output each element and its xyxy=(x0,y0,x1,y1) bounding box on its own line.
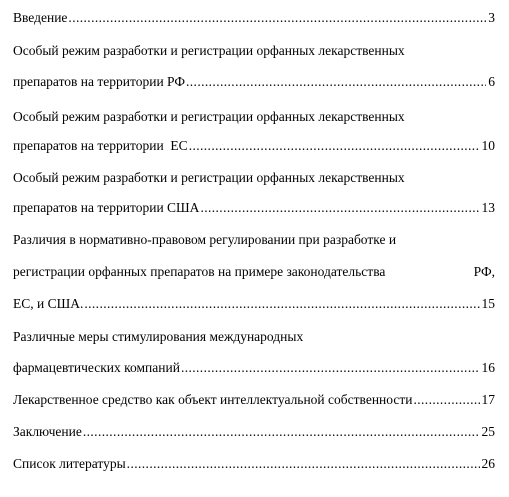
toc-entry-title: Заключение xyxy=(13,424,82,439)
dot-leader xyxy=(84,294,479,314)
dot-leader xyxy=(127,454,480,474)
toc-entry-title: Введение xyxy=(13,10,68,25)
toc-entry-stim[interactable] xyxy=(13,358,495,378)
toc-page-number: 13 xyxy=(481,200,495,215)
toc-page-number: 25 xyxy=(481,424,495,439)
dot-leader xyxy=(189,136,480,156)
toc-entry-introduction[interactable] xyxy=(13,8,495,28)
toc-page-number: 16 xyxy=(481,360,495,375)
toc-entry-usa[interactable] xyxy=(13,198,495,218)
toc-entry-text: регистрации орфанных препаратов на примере законодательства xyxy=(13,264,386,279)
toc-entry-diff-line2[interactable] xyxy=(13,262,495,282)
toc-entry-title: фармацевтических компаний xyxy=(13,360,180,375)
toc-entry-title: ЕС, и США. xyxy=(13,296,84,311)
toc-entry-title: Лекарственное средство как объект интеллектуальной собственности xyxy=(13,392,413,407)
toc-entry-rf-line1[interactable]: Особый режим разработки и регистрации орфанных лекарственных xyxy=(13,43,405,58)
toc-page-number: 10 xyxy=(481,138,495,153)
toc-page-number: 6 xyxy=(488,74,495,89)
toc-entry-usa-line1[interactable]: Особый режим разработки и регистрации орфанных лекарственных xyxy=(13,170,405,185)
dot-leader xyxy=(68,8,486,28)
toc-entry-title: препаратов на территории США xyxy=(13,200,200,215)
toc-entry-diff-line1[interactable]: Различия в нормативно-правовом регулировании при разработке и xyxy=(13,232,397,247)
toc-entry-text-right: РФ, xyxy=(473,264,495,279)
toc-page-number: 26 xyxy=(481,456,495,471)
dot-leader xyxy=(200,198,479,218)
toc-entry-title: препаратов на территории РФ xyxy=(13,74,185,89)
toc-entry-eu[interactable] xyxy=(13,136,495,156)
toc-entry-rf[interactable] xyxy=(13,72,495,92)
toc-entry-title: препаратов на территории ЕС xyxy=(13,138,188,153)
toc-page-number: 3 xyxy=(488,10,495,25)
dot-leader xyxy=(181,358,480,378)
toc-entry-title: Список литературы xyxy=(13,456,126,471)
toc-entry-conclusion[interactable] xyxy=(13,422,495,442)
toc-entry-stim-line1[interactable]: Различные меры стимулирования международных xyxy=(13,329,304,344)
toc-page-number: 15 xyxy=(481,296,495,311)
toc-page-number: 17 xyxy=(481,392,495,407)
toc-entry-eu-line1[interactable]: Особый режим разработки и регистрации орфанных лекарственных xyxy=(13,109,405,124)
dot-leader xyxy=(186,72,486,92)
toc-entry-diff[interactable] xyxy=(13,294,495,314)
dot-leader xyxy=(413,390,479,410)
dot-leader xyxy=(83,422,480,442)
toc-entry-ip[interactable] xyxy=(13,390,495,410)
toc-entry-references[interactable] xyxy=(13,454,495,474)
